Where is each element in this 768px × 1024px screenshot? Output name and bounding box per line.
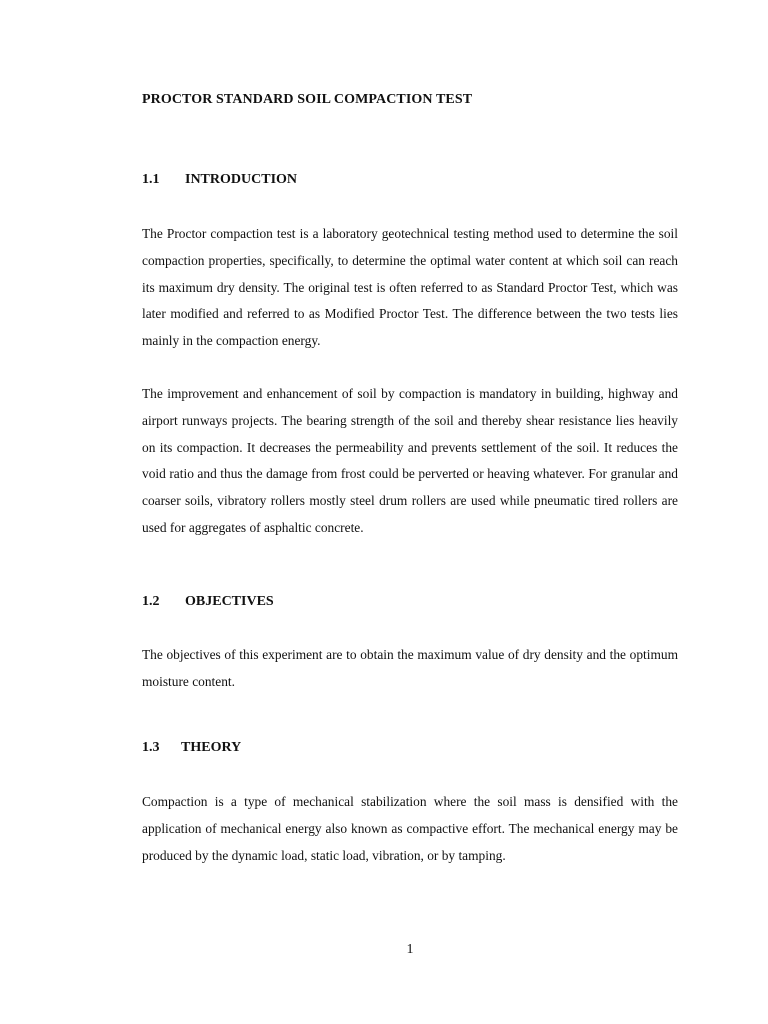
section-number: 1.3: [142, 740, 160, 755]
section-heading-objectives: [142, 594, 274, 610]
page-number: 1: [406, 942, 414, 957]
paragraph-objectives: The objectives of this experiment are to obtain the maximum value of dry density and the optimum moisture content.: [142, 647, 678, 689]
section-title: THEORY: [181, 740, 242, 755]
section-title: OBJECTIVES: [185, 594, 274, 609]
section-heading-theory: [142, 740, 241, 756]
section-title: INTRODUCTION: [185, 172, 298, 187]
section-number: 1.2: [142, 594, 160, 609]
document-title: PROCTOR STANDARD SOIL COMPACTION TEST: [142, 92, 473, 107]
paragraph-theory: Compaction is a type of mechanical stabilization where the soil mass is densified with the application of mechanical energy also known as compactive effort. The mechanical energy may be produced by the dynamic load, static load, vibration, or by tamping.: [142, 794, 678, 863]
section-heading-introduction: [142, 172, 297, 188]
paragraph-introduction-1: The Proctor compaction test is a laboratory geotechnical testing method used to determine the soil compaction properties, specifically, to determine the optimal water content at which soil can reach its maximum dry density. The original test is often referred to as Standard Proctor Test, which was later modified and referred to as Modified Proctor Test. The difference between the two tests lies mainly in the compaction energy.: [142, 226, 678, 349]
paragraph-introduction-2: The improvement and enhancement of soil by compaction is mandatory in building, highway and airport runways projects. The bearing strength of the soil and thereby shear resistance lies heavily on its compaction. It decreases the permeability and prevents settlement of the soil. It reduces the void ratio and thus the damage from frost could be perverted or heaving whatever. For granular and coarser soils, vibratory rollers mostly steel drum rollers are used while pneumatic tired rollers are used for aggregates of asphaltic concrete.: [142, 386, 678, 535]
section-number: 1.1: [142, 172, 160, 187]
